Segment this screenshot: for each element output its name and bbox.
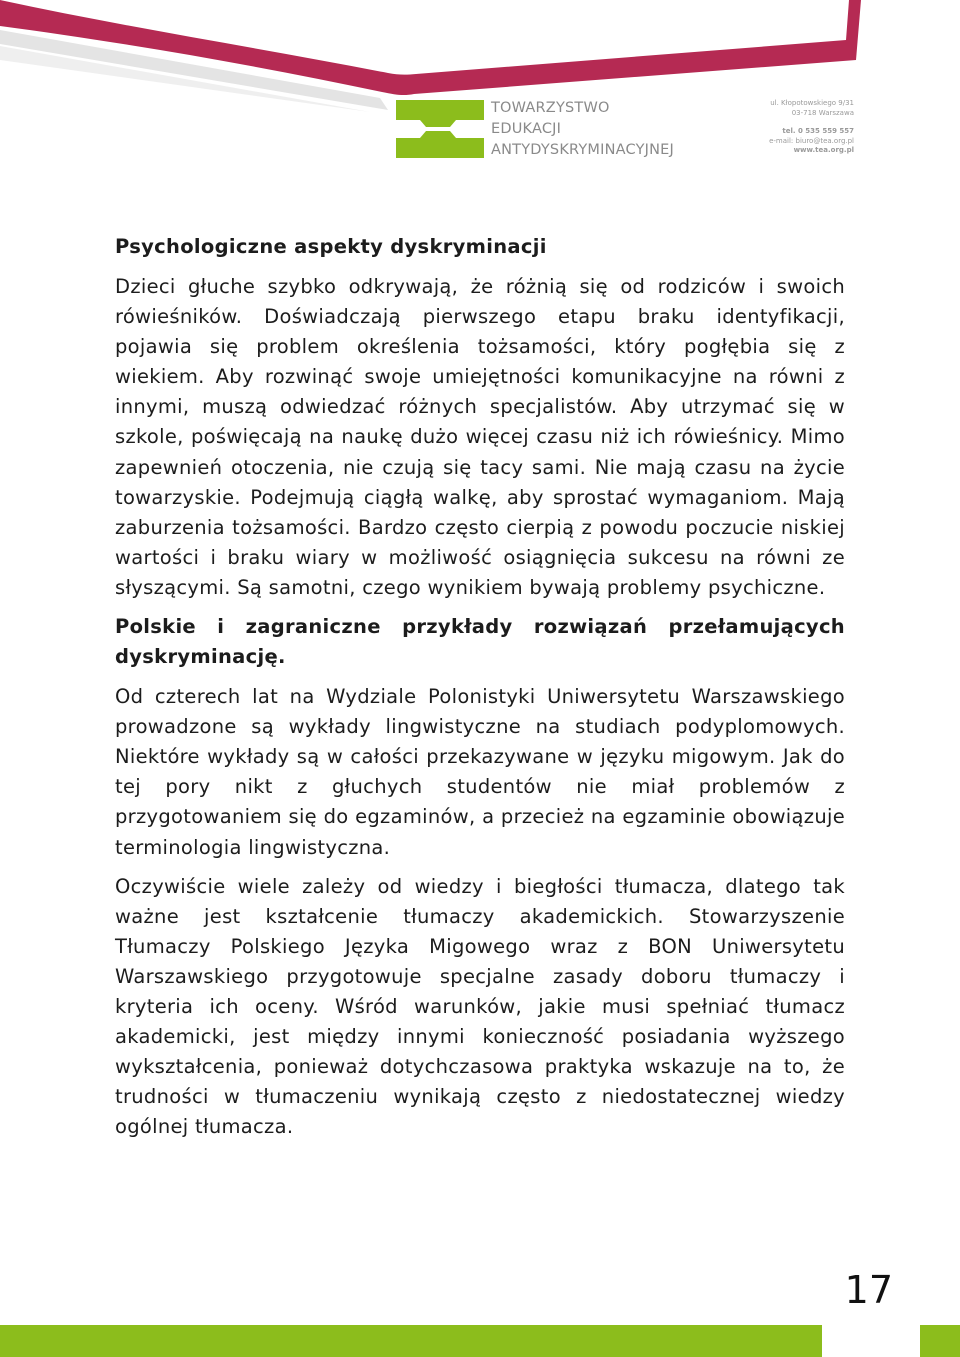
organization-logo [396, 100, 484, 158]
org-name-line-2: EDUKACJI [491, 121, 562, 137]
footer-bar [0, 1325, 822, 1357]
organization-name [491, 98, 674, 161]
page-number: 17 [844, 1268, 893, 1312]
phone-line: tel. 0 535 559 557 [782, 127, 854, 135]
paragraph-university-lectures: Od czterech lat na Wydziale Polonistyki Uniwersytetu Warszawskiego prowadzone są wykłady lingwistyczne na studiach podyplomowych. Niektóre wykłady są w całości przekazywane w języku migowym. Jak do tej pory nikt z głuchych studentów nie miał problemów z przygotowaniem się do egzaminów, a przecież na egzaminie obowiązuje terminologia lingwistyczna. [115, 685, 845, 859]
org-name-line-3: ANTYDYSKRYMINACYJNEJ [491, 142, 675, 158]
email-line: e-mail: biuro@tea.org.pl [769, 136, 854, 145]
address-line-1: ul. Kłopotowskiego 9/31 [770, 99, 854, 107]
contact-block [769, 99, 854, 156]
address-line-2: 03-718 Warszawa [791, 108, 854, 117]
section-heading-psychological: Psychologiczne aspekty dyskryminacji [115, 235, 547, 258]
org-name-line-1: TOWARZYSTWO [491, 100, 610, 116]
paragraph-psychological: Dzieci głuche szybko odkrywają, że różnią się od rodziców i swoich rówieśników. Doświadczają pierwszego etapu braku identyfikacji, pojawia się problem określenia tożsamości, który pogłębia się z wiekiem. Aby rozwinąć swoje umiejętności komunikacyjne na równi z innymi, muszą odwiedzać różnych specjalistów. Aby utrzymać się w szkole, poświęcają na naukę dużo więcej czasu niż ich rówieśnicy. Mimo zapewnień otoczenia, nie czują się tacy sami. Nie mają czasu na życie towarzyskie. Podejmują ciągłą walkę, aby sprostać wymaganiom. Mają zaburzenia tożsamości. Bardzo często cierpią z powodu poczucie niskiej wartości i braku wiary w możliwość osiągnięcia sukcesu na równi ze słyszącymi. Są samotni, czego wynikiem bywają problemy psychiczne. [115, 275, 845, 599]
document-body [115, 232, 845, 1151]
paragraph-interpreters: Oczywiście wiele zależy od wiedzy i biegłości tłumacza, dlatego tak ważne jest kształcenie tłumaczy akademickich. Stowarzyszenie Tłumaczy Polskiego Języka Migowego wraz z BON Uniwersytetu Warszawskiego przygotowuje specjalne zasady doboru tłumaczy i kryteria ich oceny. Wśród warunków, jakie musi spełniać tłumacz akademicki, jest między innymi konieczność posiadania wyższego wykształcenia, ponieważ dotychczasowa praktyka wskazuje na to, że trudności w tłumaczeniu wynikają często z niedostatecznej wiedzy ogólnej tłumacza. [115, 874, 845, 1139]
website-line: www.tea.org.pl [793, 146, 854, 154]
section-heading-examples: Polskie i zagraniczne przykłady rozwiązań przełamujących dyskryminację. [115, 615, 845, 669]
footer-bar-accent [920, 1325, 960, 1357]
